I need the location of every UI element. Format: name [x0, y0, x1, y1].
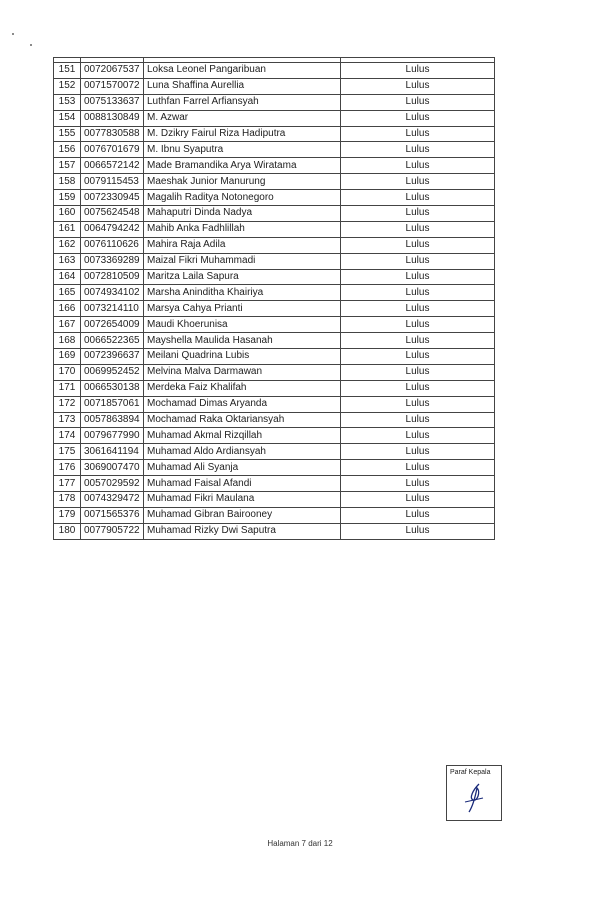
row-number: 165 [54, 285, 81, 301]
status-cell: Lulus [341, 142, 495, 158]
row-number: 166 [54, 301, 81, 317]
nisn-cell: 0066572142 [81, 158, 144, 174]
row-number: 172 [54, 396, 81, 412]
student-name: Luna Shaffina Aurellia [144, 78, 341, 94]
table-row [54, 126, 495, 142]
nisn-cell: 0077830588 [81, 126, 144, 142]
status-cell: Lulus [341, 317, 495, 333]
nisn-cell: 0073214110 [81, 301, 144, 317]
nisn-cell: 0072396637 [81, 349, 144, 365]
table-row [54, 158, 495, 174]
row-number: 157 [54, 158, 81, 174]
table-row [54, 94, 495, 110]
status-cell: Lulus [341, 333, 495, 349]
table-row [54, 301, 495, 317]
row-number: 155 [54, 126, 81, 142]
status-cell: Lulus [341, 444, 495, 460]
row-number: 175 [54, 444, 81, 460]
row-number: 152 [54, 78, 81, 94]
table-row [54, 237, 495, 253]
nisn-cell: 0072654009 [81, 317, 144, 333]
status-cell: Lulus [341, 492, 495, 508]
student-name: Luthfan Farrel Arfiansyah [144, 94, 341, 110]
page-number: Halaman 7 dari 12 [267, 839, 333, 848]
student-name: Muhamad Akmal Rizqillah [144, 428, 341, 444]
status-cell: Lulus [341, 364, 495, 380]
table-row [54, 142, 495, 158]
student-name: Mahib Anka Fadhlillah [144, 221, 341, 237]
status-cell: Lulus [341, 349, 495, 365]
student-name: Merdeka Faiz Khalifah [144, 380, 341, 396]
table-row [54, 317, 495, 333]
row-number: 174 [54, 428, 81, 444]
nisn-cell: 0074329472 [81, 492, 144, 508]
row-number: 151 [54, 63, 81, 79]
row-number: 177 [54, 476, 81, 492]
table-row [54, 507, 495, 523]
table-row [54, 412, 495, 428]
signature-initial [459, 780, 491, 818]
student-name: Maeshak Junior Manurung [144, 174, 341, 190]
table-row [54, 523, 495, 539]
nisn-cell: 0066530138 [81, 380, 144, 396]
student-name: Marsya Cahya Prianti [144, 301, 341, 317]
status-cell: Lulus [341, 428, 495, 444]
status-cell: Lulus [341, 63, 495, 79]
row-number: 176 [54, 460, 81, 476]
status-cell: Lulus [341, 221, 495, 237]
status-cell: Lulus [341, 126, 495, 142]
row-number: 179 [54, 507, 81, 523]
student-name: Marsha Aninditha Khairiya [144, 285, 341, 301]
status-cell: Lulus [341, 206, 495, 222]
nisn-cell: 0076110626 [81, 237, 144, 253]
student-name: Made Bramandika Arya Wiratama [144, 158, 341, 174]
status-cell: Lulus [341, 94, 495, 110]
table-row [54, 221, 495, 237]
table-row [54, 492, 495, 508]
nisn-cell: 3069007470 [81, 460, 144, 476]
nisn-cell: 0074934102 [81, 285, 144, 301]
student-name: Muhamad Rizky Dwi Saputra [144, 523, 341, 539]
student-name: Meilani Quadrina Lubis [144, 349, 341, 365]
nisn-cell: 0075133637 [81, 94, 144, 110]
status-cell: Lulus [341, 158, 495, 174]
student-name: Mayshella Maulida Hasanah [144, 333, 341, 349]
row-number: 170 [54, 364, 81, 380]
row-number: 168 [54, 333, 81, 349]
student-name: M. Azwar [144, 110, 341, 126]
student-name: Melvina Malva Darmawan [144, 364, 341, 380]
row-number: 163 [54, 253, 81, 269]
row-number: 156 [54, 142, 81, 158]
table-row [54, 349, 495, 365]
row-number: 164 [54, 269, 81, 285]
table-row [54, 396, 495, 412]
row-number: 169 [54, 349, 81, 365]
table-row [54, 269, 495, 285]
principal-initial-box [446, 765, 502, 821]
row-number: 158 [54, 174, 81, 190]
student-name: Mahira Raja Adila [144, 237, 341, 253]
status-cell: Lulus [341, 396, 495, 412]
student-name: Mochamad Dimas Aryanda [144, 396, 341, 412]
student-name: M. Dzikry Fairul Riza Hadiputra [144, 126, 341, 142]
row-number: 173 [54, 412, 81, 428]
nisn-cell: 0069952452 [81, 364, 144, 380]
nisn-cell: 0064794242 [81, 221, 144, 237]
status-cell: Lulus [341, 476, 495, 492]
nisn-cell: 0072810509 [81, 269, 144, 285]
paraf-label: Paraf Kepala [450, 769, 491, 776]
status-cell: Lulus [341, 269, 495, 285]
student-name: Muhamad Fikri Maulana [144, 492, 341, 508]
table-row [54, 190, 495, 206]
graduation-results-table [53, 57, 495, 540]
table-row [54, 476, 495, 492]
nisn-cell: 3061641194 [81, 444, 144, 460]
table-row [54, 364, 495, 380]
status-cell: Lulus [341, 174, 495, 190]
status-cell: Lulus [341, 285, 495, 301]
status-cell: Lulus [341, 78, 495, 94]
student-name: Mahaputri Dinda Nadya [144, 206, 341, 222]
student-name: Magalih Raditya Notonegoro [144, 190, 341, 206]
student-name: Muhamad Aldo Ardiansyah [144, 444, 341, 460]
student-name: Muhamad Gibran Bairooney [144, 507, 341, 523]
nisn-cell: 0079677990 [81, 428, 144, 444]
nisn-cell: 0071565376 [81, 507, 144, 523]
nisn-cell: 0057863894 [81, 412, 144, 428]
student-name: Loksa Leonel Pangaribuan [144, 63, 341, 79]
nisn-cell: 0057029592 [81, 476, 144, 492]
table-row [54, 206, 495, 222]
row-number: 162 [54, 237, 81, 253]
status-cell: Lulus [341, 523, 495, 539]
scan-speck [12, 33, 14, 35]
status-cell: Lulus [341, 301, 495, 317]
table-row [54, 253, 495, 269]
student-name: M. Ibnu Syaputra [144, 142, 341, 158]
table-row [54, 63, 495, 79]
nisn-cell: 0088130849 [81, 110, 144, 126]
status-cell: Lulus [341, 253, 495, 269]
nisn-cell: 0076701679 [81, 142, 144, 158]
row-number: 160 [54, 206, 81, 222]
nisn-cell: 0073369289 [81, 253, 144, 269]
row-number: 171 [54, 380, 81, 396]
status-cell: Lulus [341, 380, 495, 396]
status-cell: Lulus [341, 110, 495, 126]
table-row [54, 285, 495, 301]
nisn-cell: 0079115453 [81, 174, 144, 190]
status-cell: Lulus [341, 507, 495, 523]
table-row [54, 460, 495, 476]
table-row [54, 428, 495, 444]
student-name: Maritza Laila Sapura [144, 269, 341, 285]
student-name: Muhamad Ali Syanja [144, 460, 341, 476]
table-row [54, 380, 495, 396]
nisn-cell: 0072067537 [81, 63, 144, 79]
status-cell: Lulus [341, 412, 495, 428]
row-number: 161 [54, 221, 81, 237]
table-row [54, 78, 495, 94]
nisn-cell: 0066522365 [81, 333, 144, 349]
student-name: Maizal Fikri Muhammadi [144, 253, 341, 269]
row-number: 159 [54, 190, 81, 206]
student-name: Mochamad Raka Oktariansyah [144, 412, 341, 428]
status-cell: Lulus [341, 190, 495, 206]
scan-speck [30, 44, 32, 46]
table-row [54, 444, 495, 460]
nisn-cell: 0072330945 [81, 190, 144, 206]
row-number: 153 [54, 94, 81, 110]
status-cell: Lulus [341, 460, 495, 476]
student-name: Maudi Khoerunisa [144, 317, 341, 333]
row-number: 180 [54, 523, 81, 539]
table-row [54, 174, 495, 190]
nisn-cell: 0071570072 [81, 78, 144, 94]
student-name: Muhamad Faisal Afandi [144, 476, 341, 492]
nisn-cell: 0077905722 [81, 523, 144, 539]
status-cell: Lulus [341, 237, 495, 253]
nisn-cell: 0075624548 [81, 206, 144, 222]
row-number: 178 [54, 492, 81, 508]
nisn-cell: 0071857061 [81, 396, 144, 412]
table-row [54, 110, 495, 126]
row-number: 154 [54, 110, 81, 126]
table-row [54, 333, 495, 349]
row-number: 167 [54, 317, 81, 333]
